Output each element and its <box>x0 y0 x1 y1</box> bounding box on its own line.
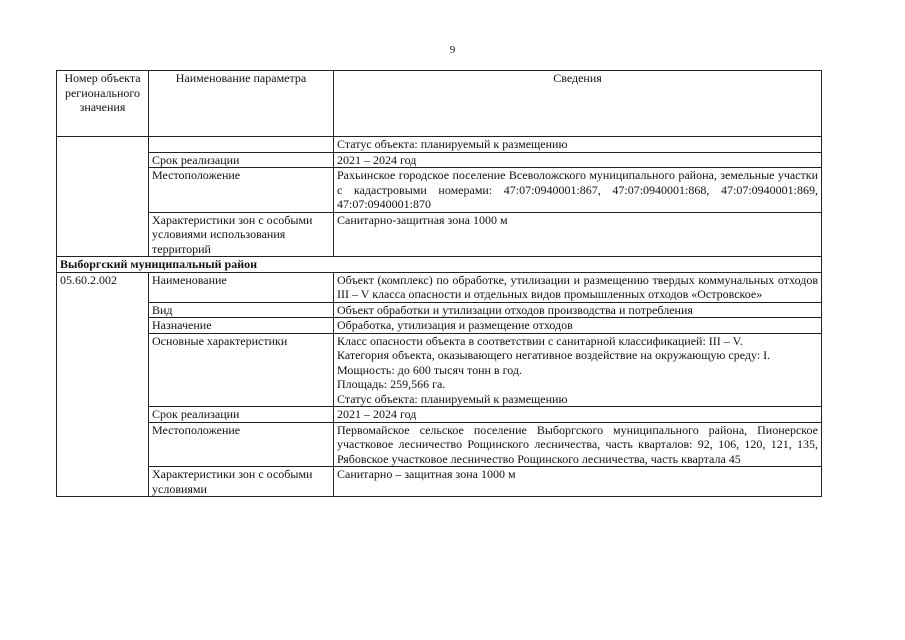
header-object-number: Номер объекта регионального значения <box>57 71 149 137</box>
specs-value <box>334 333 822 407</box>
name-label: Наименование <box>149 272 334 302</box>
table-row <box>57 407 822 423</box>
spec-line: Класс опасности объекта в соответствии с санитарной классификацией: III – V. <box>337 333 743 348</box>
section-title: Выборгский муниципальный район <box>57 257 822 273</box>
table-row <box>57 333 822 407</box>
location-value: Первомайское сельское поселение Выборгского муниципального района, Пионерское участковое лесничество Рощинского лесничества, часть кварталов: 92, 106, 120, 121, 135, Рябовское участковое лесничество Рощинского лесничества, часть квартала 45 <box>334 422 822 467</box>
spec-line: Площадь: 259,566 га. <box>337 377 446 391</box>
type-label: Вид <box>149 302 334 318</box>
table-row <box>57 152 822 168</box>
type-value: Объект обработки и утилизации отходов производства и потребления <box>334 302 822 318</box>
table-header-row <box>57 71 822 137</box>
table-row <box>57 272 822 302</box>
zones-label: Характеристики зон с особыми условиями <box>149 467 334 497</box>
object-number: 05.60.2.002 <box>57 272 149 497</box>
zones-value: Санитарно-защитная зона 1000 м <box>334 212 822 257</box>
page-number: 9 <box>449 44 456 56</box>
spec-line: Мощность: до 600 тысяч тонн в год. <box>337 362 522 377</box>
term-label: Срок реализации <box>149 152 334 168</box>
table-row <box>57 422 822 467</box>
term-value: 2021 – 2024 год <box>334 407 822 423</box>
term-label: Срок реализации <box>149 407 334 423</box>
table-row <box>57 212 822 257</box>
location-value: Рахьинское городское поселение Всеволожского муниципального района, земельные участки с кадастровыми номерами: 47:07:0940001:867, 47:07:0940001:868, 47:07:0940001:869, 47:07:0940001:870 <box>334 168 822 213</box>
status-value: Статус объекта: планируемый к размещению <box>334 137 822 153</box>
table-row <box>57 318 822 334</box>
zones-value: Санитарно – защитная зона 1000 м <box>334 467 822 497</box>
header-parameter-name: Наименование параметра <box>149 71 334 137</box>
purpose-label: Назначение <box>149 318 334 334</box>
table-row <box>57 302 822 318</box>
name-value: Объект (комплекс) по обработке, утилизации и размещению твердых коммунальных отходов III – V класса опасности и отдельных видов промышленных отходов «Островское» <box>334 272 822 302</box>
table-row <box>57 168 822 213</box>
location-label: Местоположение <box>149 168 334 213</box>
empty-number-cell <box>57 137 149 257</box>
term-value: 2021 – 2024 год <box>334 152 822 168</box>
spec-line: Категория объекта, оказывающего негативное воздействие на окружающую среду: I. <box>337 348 771 362</box>
objects-table <box>56 70 822 497</box>
zones-label: Характеристики зон с особыми условиями использования территорий <box>149 212 334 257</box>
spec-line: Статус объекта: планируемый к размещению <box>337 391 568 406</box>
purpose-value: Обработка, утилизация и размещение отходов <box>334 318 822 334</box>
section-row <box>57 257 822 273</box>
specs-label: Основные характеристики <box>149 333 334 407</box>
table-row <box>57 467 822 497</box>
empty-label-cell <box>149 137 334 153</box>
header-details: Сведения <box>334 71 822 137</box>
table-row <box>57 137 822 153</box>
location-label: Местоположение <box>149 422 334 467</box>
